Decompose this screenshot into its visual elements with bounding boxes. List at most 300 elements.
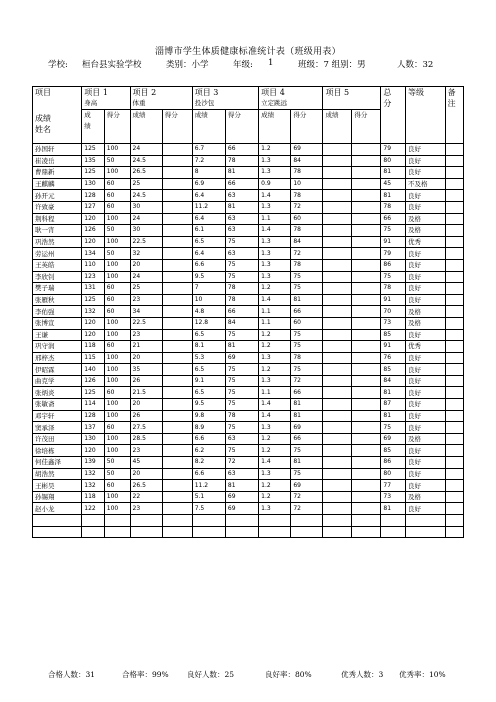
value-cell: 1.3: [259, 236, 291, 248]
value-cell: 6.1: [192, 225, 225, 237]
value-cell: 78: [291, 352, 323, 364]
value-cell: 22.5: [130, 236, 162, 248]
value-cell: [162, 480, 192, 492]
value-cell: 60: [104, 422, 130, 434]
value-cell: 1.2: [259, 445, 291, 457]
student-name: 劳运州: [33, 248, 82, 260]
table-row: [33, 283, 464, 295]
student-name: 许茂田: [33, 433, 82, 445]
table-row: [33, 491, 464, 503]
value-cell: 100: [104, 375, 130, 387]
value-cell: 81: [291, 294, 323, 306]
value-cell: 81: [225, 480, 258, 492]
table-row: [33, 457, 464, 469]
project-1-name: 身高: [82, 98, 130, 110]
value-cell: 128: [82, 410, 105, 422]
value-cell: [162, 341, 192, 353]
value-cell: 1.2: [259, 329, 291, 341]
table-row: [33, 445, 464, 457]
value-cell: [162, 259, 192, 271]
table-row: [33, 410, 464, 422]
value-cell: [445, 236, 463, 248]
table-row: [33, 306, 464, 318]
level-cell: 良好: [406, 201, 446, 213]
value-cell: [323, 213, 352, 225]
value-cell: 26.5: [130, 480, 162, 492]
table-row: [33, 375, 464, 387]
student-name: 王英皓: [33, 259, 82, 271]
value-cell: [162, 294, 192, 306]
value-cell: 45: [130, 457, 162, 469]
value-cell: [352, 167, 381, 179]
value-cell: 63: [225, 190, 258, 202]
header-remark-2: 注: [447, 99, 456, 108]
value-cell: 80: [381, 155, 406, 167]
value-cell: [352, 213, 381, 225]
table-row: [33, 248, 464, 260]
value-cell: 75: [225, 329, 258, 341]
value-cell: 130: [82, 433, 105, 445]
value-cell: 6.9: [192, 178, 225, 190]
value-cell: 120: [82, 213, 105, 225]
value-cell: [352, 248, 381, 260]
value-cell: 6.5: [192, 329, 225, 341]
value-cell: 126: [82, 375, 105, 387]
value-cell: 125: [82, 144, 105, 156]
value-cell: 100: [104, 317, 130, 329]
value-cell: [445, 201, 463, 213]
value-cell: [323, 480, 352, 492]
value-cell: 7.5: [192, 503, 225, 515]
category: 类别：小学: [166, 60, 209, 70]
value-cell: [352, 259, 381, 271]
empty-cell: [33, 515, 82, 527]
value-cell: 78: [225, 294, 258, 306]
project-4-name: 立定跳远: [259, 98, 323, 110]
value-cell: [162, 364, 192, 376]
value-cell: 81: [381, 190, 406, 202]
student-name: 巩守润: [33, 341, 82, 353]
student-name: 曲克学: [33, 375, 82, 387]
value-cell: 8.9: [192, 422, 225, 434]
value-cell: [162, 236, 192, 248]
value-cell: 5.3: [192, 352, 225, 364]
value-cell: [323, 341, 352, 353]
student-name: 张博宣: [33, 317, 82, 329]
empty-cell: [406, 515, 446, 527]
value-cell: 75: [225, 236, 258, 248]
value-cell: 100: [104, 352, 130, 364]
level-cell: 良好: [406, 457, 446, 469]
project-3-name: 投沙包: [192, 98, 258, 110]
value-cell: 6.2: [192, 445, 225, 457]
level-cell: 及格: [406, 225, 446, 237]
value-cell: 118: [82, 341, 105, 353]
empty-cell: [162, 515, 192, 527]
value-cell: 134: [82, 248, 105, 260]
value-cell: 63: [225, 248, 258, 260]
value-cell: [445, 480, 463, 492]
value-cell: [352, 294, 381, 306]
value-cell: [323, 375, 352, 387]
value-cell: 72: [225, 457, 258, 469]
level-cell: 优秀: [406, 341, 446, 353]
value-cell: 6.4: [192, 248, 225, 260]
value-cell: 66: [291, 433, 323, 445]
empty-cell: [323, 526, 352, 538]
sub-result-5: 成绩: [323, 110, 352, 144]
value-cell: [445, 329, 463, 341]
value-cell: [352, 433, 381, 445]
level-cell: 良好: [406, 445, 446, 457]
grade-label: 年级:: [233, 60, 253, 70]
value-cell: 100: [104, 167, 130, 179]
table-row: [33, 341, 464, 353]
value-cell: 69: [291, 480, 323, 492]
value-cell: 1.1: [259, 317, 291, 329]
table-row: [33, 364, 464, 376]
empty-cell: [82, 526, 105, 538]
level-cell: 良好: [406, 294, 446, 306]
level-cell: 良好: [406, 248, 446, 260]
value-cell: [323, 503, 352, 515]
table-row: [33, 178, 464, 190]
value-cell: 81: [225, 167, 258, 179]
sub-result-3: 成绩: [192, 110, 225, 144]
student-name: 曹鼎新: [33, 167, 82, 179]
value-cell: [445, 283, 463, 295]
value-cell: 1.4: [259, 225, 291, 237]
empty-cell: [259, 515, 291, 527]
student-name: 何佳鑫泽: [33, 457, 82, 469]
value-cell: 23: [130, 329, 162, 341]
value-cell: 100: [104, 445, 130, 457]
value-cell: 70: [381, 306, 406, 318]
value-cell: 69: [291, 144, 323, 156]
value-cell: [323, 259, 352, 271]
value-cell: 75: [291, 341, 323, 353]
table-row-empty: [33, 515, 464, 527]
value-cell: 21.5: [130, 387, 162, 399]
value-cell: [445, 352, 463, 364]
value-cell: 66: [225, 178, 258, 190]
project-5-name: [323, 98, 381, 110]
value-cell: [445, 445, 463, 457]
value-cell: [162, 329, 192, 341]
value-cell: 10: [291, 178, 323, 190]
table-row: [33, 433, 464, 445]
value-cell: 78: [291, 167, 323, 179]
level-cell: 良好: [406, 271, 446, 283]
value-cell: 85: [381, 445, 406, 457]
value-cell: 1.4: [259, 399, 291, 411]
value-cell: [323, 283, 352, 295]
value-cell: 50: [104, 155, 130, 167]
value-cell: 50: [104, 468, 130, 480]
level-cell: 良好: [406, 422, 446, 434]
value-cell: [323, 236, 352, 248]
value-cell: [162, 201, 192, 213]
value-cell: [323, 422, 352, 434]
value-cell: [323, 155, 352, 167]
header-remark-1: 备: [447, 88, 456, 97]
value-cell: 60: [104, 283, 130, 295]
value-cell: 75: [291, 283, 323, 295]
value-cell: 100: [104, 236, 130, 248]
value-cell: [352, 341, 381, 353]
header-level: 等级: [406, 87, 446, 144]
value-cell: 131: [82, 283, 105, 295]
value-cell: [445, 422, 463, 434]
table-row: [33, 294, 464, 306]
student-name: 窦承泽: [33, 422, 82, 434]
value-cell: 75: [381, 422, 406, 434]
value-cell: 24.5: [130, 155, 162, 167]
value-cell: 5.1: [192, 491, 225, 503]
value-cell: 78: [225, 410, 258, 422]
value-cell: 1.1: [259, 213, 291, 225]
table-row: [33, 480, 464, 492]
info-line: [0, 58, 496, 70]
value-cell: 8.1: [192, 341, 225, 353]
student-name: 张雁秋: [33, 294, 82, 306]
student-name: 孙开元: [33, 190, 82, 202]
value-cell: 20: [130, 399, 162, 411]
value-cell: 75: [291, 468, 323, 480]
value-cell: 1.2: [259, 144, 291, 156]
level-cell: 及格: [406, 491, 446, 503]
header-total: [381, 87, 406, 144]
value-cell: 25: [130, 283, 162, 295]
value-cell: [352, 422, 381, 434]
student-name: 耿一宵: [33, 225, 82, 237]
value-cell: [162, 248, 192, 260]
value-cell: [445, 248, 463, 260]
level-cell: 良好: [406, 167, 446, 179]
page-title: 淄博市学生体质健康标准统计表（班级用表）: [154, 47, 341, 57]
value-cell: [323, 410, 352, 422]
value-cell: 132: [82, 306, 105, 318]
value-cell: 20: [130, 468, 162, 480]
value-cell: 6.6: [192, 468, 225, 480]
student-name: 孙锡翔: [33, 491, 82, 503]
value-cell: 81: [381, 503, 406, 515]
value-cell: [323, 306, 352, 318]
value-cell: 100: [104, 410, 130, 422]
value-cell: 123: [82, 271, 105, 283]
value-cell: 66: [225, 144, 258, 156]
sub-result-4: 成绩: [259, 110, 291, 144]
value-cell: [323, 352, 352, 364]
value-cell: 135: [82, 155, 105, 167]
value-cell: [323, 144, 352, 156]
value-cell: 78: [225, 283, 258, 295]
value-cell: 50: [104, 457, 130, 469]
value-cell: 1.4: [259, 457, 291, 469]
value-cell: [162, 213, 192, 225]
value-cell: [352, 457, 381, 469]
value-cell: 75: [291, 271, 323, 283]
value-cell: 4.8: [192, 306, 225, 318]
stats-table: [32, 86, 464, 538]
header-project-1: 项目 1: [82, 87, 130, 99]
level-cell: 良好: [406, 259, 446, 271]
value-cell: 140: [82, 364, 105, 376]
value-cell: [162, 178, 192, 190]
table-row: [33, 503, 464, 515]
level-cell: 及格: [406, 317, 446, 329]
value-cell: [352, 236, 381, 248]
value-cell: [162, 410, 192, 422]
sub-points-3: 得分: [225, 110, 258, 144]
level-cell: 不及格: [406, 178, 446, 190]
value-cell: 22.5: [130, 317, 162, 329]
table-row: [33, 213, 464, 225]
value-cell: 120: [82, 317, 105, 329]
value-cell: 23: [130, 294, 162, 306]
header-name: 姓名: [35, 125, 51, 134]
value-cell: 45: [381, 178, 406, 190]
value-cell: 91: [381, 341, 406, 353]
value-cell: 6.6: [192, 433, 225, 445]
value-cell: 1.4: [259, 190, 291, 202]
value-cell: 1.3: [259, 155, 291, 167]
value-cell: [445, 410, 463, 422]
student-name: 徐培栋: [33, 445, 82, 457]
student-name: 伊昭霖: [33, 364, 82, 376]
value-cell: 23: [130, 503, 162, 515]
value-cell: [162, 155, 192, 167]
value-cell: [162, 375, 192, 387]
value-cell: 23: [130, 445, 162, 457]
value-cell: [323, 457, 352, 469]
project-2-name: 体重: [130, 98, 192, 110]
value-cell: 72: [291, 503, 323, 515]
value-cell: 75: [225, 399, 258, 411]
student-name: 李佑强: [33, 306, 82, 318]
value-cell: 122: [82, 503, 105, 515]
level-cell: 良好: [406, 352, 446, 364]
value-cell: [323, 329, 352, 341]
value-cell: [445, 503, 463, 515]
value-cell: [445, 213, 463, 225]
sub-points-5: 得分: [352, 110, 381, 144]
value-cell: 8: [192, 167, 225, 179]
value-cell: 1.3: [259, 375, 291, 387]
value-cell: 81: [225, 341, 258, 353]
value-cell: [323, 399, 352, 411]
value-cell: 100: [104, 271, 130, 283]
value-cell: 6.5: [192, 236, 225, 248]
value-cell: [323, 468, 352, 480]
value-cell: 87: [381, 399, 406, 411]
value-cell: [352, 445, 381, 457]
value-cell: 24: [130, 144, 162, 156]
table-row: [33, 468, 464, 480]
empty-cell: [192, 526, 225, 538]
good-count: 良好人数：25: [187, 670, 235, 679]
value-cell: 75: [381, 271, 406, 283]
value-cell: 75: [225, 364, 258, 376]
value-cell: 79: [381, 248, 406, 260]
value-cell: 91: [381, 294, 406, 306]
value-cell: 69: [225, 503, 258, 515]
value-cell: [323, 317, 352, 329]
value-cell: 132: [82, 480, 105, 492]
table-row: [33, 155, 464, 167]
value-cell: 81: [381, 167, 406, 179]
student-name: 孙国轩: [33, 144, 82, 156]
value-cell: 0.9: [259, 178, 291, 190]
level-cell: 良好: [406, 503, 446, 515]
value-cell: [445, 433, 463, 445]
value-cell: 60: [104, 294, 130, 306]
table-row-empty: [33, 526, 464, 538]
table-row: [33, 422, 464, 434]
value-cell: [323, 445, 352, 457]
value-cell: 60: [104, 306, 130, 318]
value-cell: [352, 375, 381, 387]
value-cell: 1.4: [259, 410, 291, 422]
empty-cell: [352, 526, 381, 538]
value-cell: [352, 399, 381, 411]
value-cell: 81: [291, 399, 323, 411]
value-cell: [352, 480, 381, 492]
value-cell: 78: [381, 201, 406, 213]
value-cell: 24: [130, 213, 162, 225]
value-cell: [323, 491, 352, 503]
value-cell: 9.8: [192, 410, 225, 422]
value-cell: [352, 144, 381, 156]
value-cell: [323, 201, 352, 213]
value-cell: 60: [104, 480, 130, 492]
value-cell: [162, 144, 192, 156]
value-cell: 1.2: [259, 480, 291, 492]
value-cell: 63: [225, 225, 258, 237]
value-cell: 1.3: [259, 271, 291, 283]
empty-cell: [130, 526, 162, 538]
value-cell: 60: [104, 387, 130, 399]
excellent-rate: 优秀率：10%: [399, 670, 446, 679]
value-cell: [445, 259, 463, 271]
value-cell: [445, 294, 463, 306]
value-cell: 91: [381, 236, 406, 248]
value-cell: [445, 341, 463, 353]
value-cell: 50: [104, 248, 130, 260]
level-cell: 良好: [406, 399, 446, 411]
value-cell: [352, 329, 381, 341]
value-cell: 73: [381, 317, 406, 329]
value-cell: 69: [381, 433, 406, 445]
value-cell: [162, 445, 192, 457]
level-cell: 良好: [406, 329, 446, 341]
value-cell: [445, 155, 463, 167]
value-cell: 66: [291, 306, 323, 318]
value-cell: 24.5: [130, 190, 162, 202]
student-name: 荆科程: [33, 213, 82, 225]
value-cell: [323, 294, 352, 306]
value-cell: 28.5: [130, 433, 162, 445]
value-cell: [162, 422, 192, 434]
value-cell: 81: [381, 387, 406, 399]
value-cell: 30: [130, 201, 162, 213]
sub-points-2: 得分: [162, 110, 192, 144]
value-cell: 78: [291, 225, 323, 237]
level-cell: 及格: [406, 213, 446, 225]
header-project-5: 项目 5: [323, 87, 381, 99]
value-cell: 60: [104, 190, 130, 202]
value-cell: [162, 503, 192, 515]
